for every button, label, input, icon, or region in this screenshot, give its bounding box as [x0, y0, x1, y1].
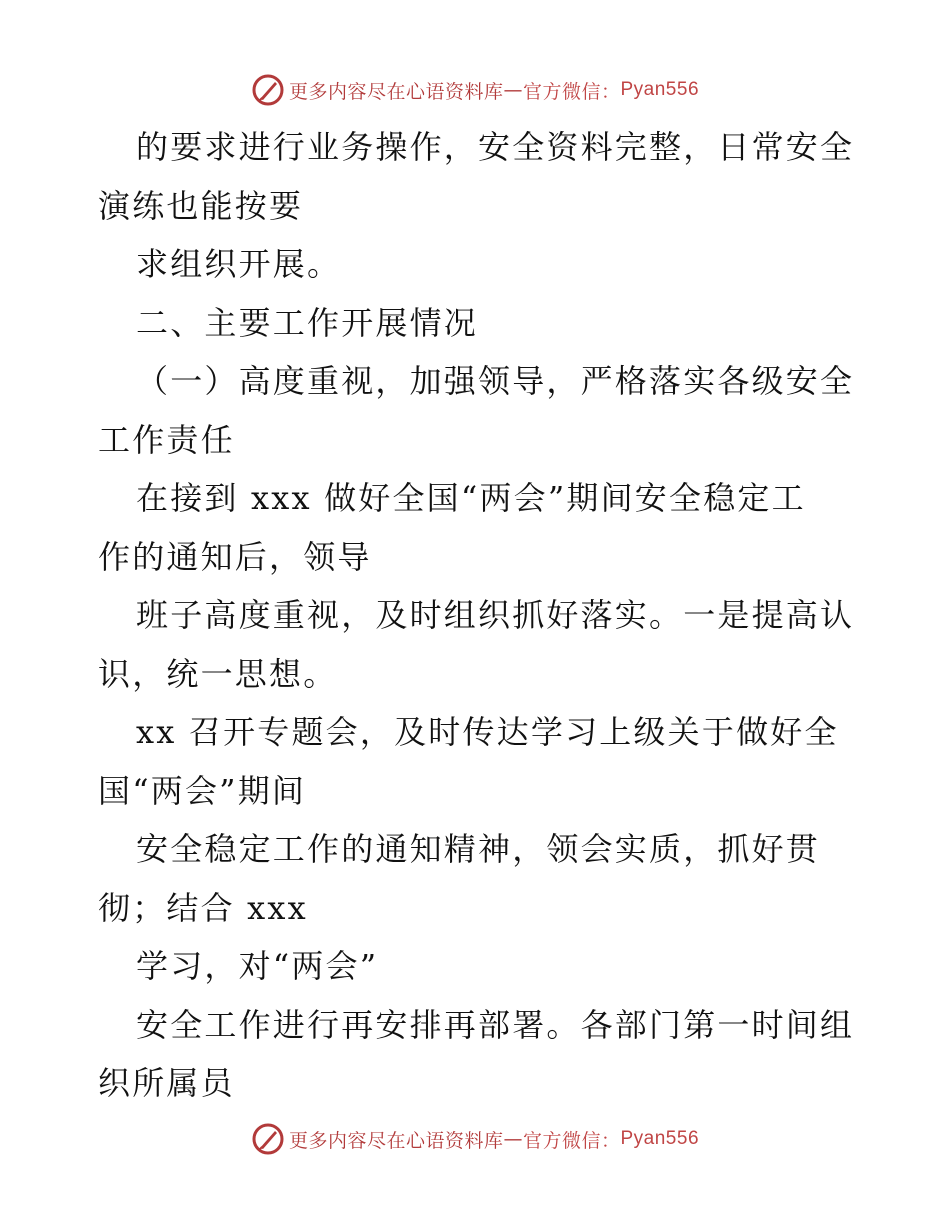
body-line: 二、主要工作开展情况 — [136, 303, 479, 342]
body-line: （一）高度重视，加强领导，严格落实各级安全 — [136, 362, 855, 400]
banner-site-text: 更多内容尽在心语资料库 — [288, 80, 504, 103]
body-line: 学习，对“两会” — [136, 947, 379, 985]
body-line: 演练也能按要 — [98, 186, 304, 225]
banner-wechat-id: Pyan556 — [620, 79, 700, 100]
body-line: 国“两会”期间 — [98, 771, 307, 810]
body-line: 在接到 xxx 做好全国“两会”期间安全稳定工 — [136, 479, 806, 517]
document-body — [98, 118, 858, 1113]
body-line: xx 召开专题会，及时传达学习上级关于做好全 — [136, 713, 839, 751]
body-line: 安全稳定工作的通知精神，领会实质，抓好贯 — [136, 830, 821, 868]
body-line: 安全工作进行再安排再部署。各部门第一时间组 — [136, 1005, 855, 1044]
banner-site-text: 更多内容尽在心语资料库 — [288, 1129, 504, 1152]
body-line: 识，统一思想。 — [98, 654, 338, 693]
body-line: 求组织开展。 — [136, 245, 342, 283]
banner-dash: — — [503, 79, 523, 101]
body-line: 的要求进行业务操作，安全资料完整，日常安全 — [136, 128, 855, 166]
banner-wechat-id: Pyan556 — [620, 1128, 700, 1149]
banner-wechat-label: 官方微信： — [522, 1129, 621, 1152]
quill-logo-icon — [251, 73, 285, 107]
body-line: 彻；结合 xxx — [98, 888, 308, 927]
quill-logo-icon — [251, 1122, 285, 1156]
body-line: 工作责任 — [98, 420, 235, 459]
body-line: 作的通知后，领导 — [98, 537, 372, 576]
banner-dash: — — [503, 1128, 523, 1150]
body-line: 班子高度重视，及时组织抓好落实。一是提高认 — [136, 596, 855, 634]
banner-wechat-label: 官方微信： — [522, 80, 621, 103]
footer-banner — [0, 1119, 950, 1159]
body-line: 织所属员 — [98, 1064, 235, 1102]
header-banner — [0, 70, 950, 110]
